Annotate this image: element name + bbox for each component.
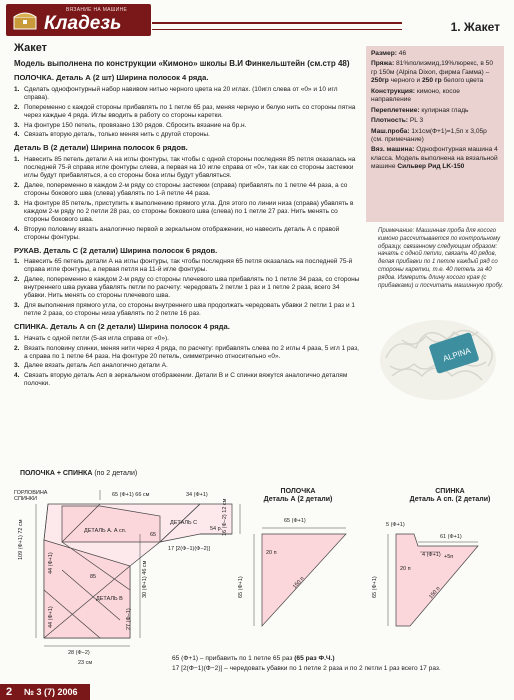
label-mid-side: 65 (Ф+1)	[238, 576, 244, 598]
step-number: 1.	[14, 334, 20, 342]
spec-density: Плотность: PL 3	[371, 117, 424, 125]
step-list	[14, 258, 362, 318]
label-detail-b: ДЕТАЛЬ В	[96, 596, 123, 602]
legend-line-2: 17 [2(Ф−1)(Ф−2)] – чередовать убавки по 1 петле 2 раза и по 2 петли 1 раз всего 17 раз.	[172, 664, 441, 672]
label-17: 17 [2(Ф−1)(Ф−2)]	[168, 546, 210, 552]
label-bot2: 23 см	[78, 660, 93, 666]
label-detail-c: ДЕТАЛЬ С	[170, 520, 198, 526]
step-item	[14, 156, 362, 180]
label-side1: 109 (Ф+1) 72 см	[18, 519, 24, 560]
step-number: 1.	[14, 258, 20, 266]
step-number: 3.	[14, 121, 20, 129]
step-number: 4.	[14, 372, 20, 380]
header-rule	[152, 22, 402, 30]
label-top1: 65 (Ф+1) 66 см	[112, 492, 150, 498]
section-heading: РУКАВ. Деталь С (2 детали) Ширина полосок 6 рядов.	[14, 245, 218, 255]
step-item	[14, 131, 362, 139]
step-item	[14, 372, 362, 388]
step-text: Далее вязать деталь Асп аналогично детали А.	[24, 362, 168, 370]
diagram-legend	[172, 654, 441, 673]
step-text: Вязать половину спинки, меняя нити через 4 ряда, по расчету: прибавлять слева по 2 иглы 4 раза, 5 игл 1 раз, а справа по 1 петле 64 раза. На фонтуре 20 петель, симметрично относительно «0».	[24, 344, 359, 360]
step-item	[14, 226, 362, 242]
step-list	[14, 86, 362, 140]
label-side4: 27 (Ф−1)	[126, 608, 132, 630]
spec-construction: Конструкция: кимоно, косое направление	[371, 87, 460, 104]
label-detail-a: ДЕТАЛЬ А. А сп.	[84, 528, 127, 534]
step-item	[14, 86, 362, 102]
step-number: 1.	[14, 155, 20, 163]
label-85: 85	[90, 574, 97, 580]
step-item	[14, 182, 362, 198]
step-text: Связать вторую деталь Асп в зеркальном отображении. Детали В и С спинки вяжутся аналогично деталям полочки.	[24, 372, 348, 388]
label-mid-top: 65 (Ф+1)	[284, 518, 306, 524]
step-number: 3.	[14, 302, 20, 310]
label-r61: 61 (Ф+1)	[440, 534, 462, 540]
step-number: 1.	[14, 85, 20, 93]
pattern-diagrams	[0, 470, 514, 680]
legend-line-1: 65 (Ф+1) – прибавить по 1 петле 65 раз (65 раз Ф.Ч.)	[172, 655, 335, 662]
step-item	[14, 122, 362, 130]
label-gorlovina: ГОРЛОВИНА СПИНКИ	[14, 490, 48, 502]
magazine-logo	[6, 4, 151, 36]
label-r5n: +5п	[444, 554, 454, 560]
step-number: 2.	[14, 344, 20, 352]
step-text: Навесить 65 петель детали А на иглы фонтуры, так чтобы последняя 65 петля оказалась на последней 75-й справа игле фонтуры, а первая петля на 11-й игле фонтуры.	[24, 258, 353, 274]
step-number: 4.	[14, 131, 20, 139]
step-number: 4.	[14, 225, 20, 233]
step-item	[14, 200, 362, 224]
section-heading: Деталь В (2 детали) Ширина полосок 6 рядов.	[14, 143, 188, 153]
svg-text:ALPINA: ALPINA	[441, 346, 472, 364]
step-item	[14, 362, 362, 370]
label-r20: 20 п	[400, 566, 411, 572]
step-text: На фонтуре 85 петель, приступить к выполнению прямого угла. Для этого по линии низа (справа) убавлять в каждом 2-м ряду по 2 петли 28 раз, со стороны бокового шва (слева) по 1 петле 27 раз. Нить менять со стороны бокового шва.	[24, 199, 354, 223]
step-text: Вторую половину вязать аналогично первой в зеркальном отображении, но навесить деталь А с правой стороны фонтуры.	[24, 225, 340, 241]
instructions-column	[14, 42, 362, 390]
logo-text: Кладезь	[44, 13, 122, 34]
step-text: Начать с одной петли (5-ая игла справа от «0»).	[24, 334, 169, 342]
label-r150: 150 п	[428, 585, 442, 601]
section-heading: СПИНКА. Деталь А сп (2 детали) Ширина полосок 4 ряда.	[14, 322, 230, 332]
step-text: Для выполнения прямого угла, со стороны внутреннего шва продолжать чередовать убавки 2 петли 1 раз и 1 петле 2 раза, со стороны низа убавлять по 2 петле 16 раз.	[24, 302, 355, 318]
step-number: 2.	[14, 276, 20, 284]
step-text: Далее, попеременно в каждом 2-м ряду со стороны застежки (справа) прибавлять по 1 петле 44 раза, а со стороны бокового шва (слева) убавлять по 1-й петле 44 раза.	[24, 181, 348, 197]
label-side2: 44 (Ф+1)	[48, 552, 54, 574]
footer-bar	[0, 684, 90, 700]
issue-number: № 3 (7) 2006	[24, 687, 78, 697]
step-text: Сделать однофонтурный набор навивом нитью черного цвета на 20 иглах. (10игл слева от «0» и 10 игл справа).	[24, 85, 338, 101]
page-number: 2	[6, 686, 13, 698]
step-item	[14, 302, 362, 318]
step-item	[14, 345, 362, 361]
label-side5: 30 (Ф+1) 46 см	[142, 560, 148, 598]
step-text: Попеременно с каждой стороны прибавлять по 1 петле 65 раз, меняя черную и белую нить со стороны пятна через каждые 4 ряда. Иглы вводить в работу со стороны каретки.	[24, 103, 356, 119]
diagram-right-title: СПИНКА Деталь А сп. (2 детали)	[409, 488, 491, 504]
specs-box	[366, 46, 504, 222]
step-number: 2.	[14, 181, 20, 189]
step-item	[14, 258, 362, 274]
article-subtitle: Модель выполнена по конструкции «Кимоно» школы В.И Финкельштейн (см.стр 48)	[14, 58, 350, 68]
spec-size: Размер: 46	[371, 50, 407, 57]
step-text: Навесить 85 петель детали А на иглы фонтуры, так чтобы с одной стороны последняя 85 петля оказалась на последней 75-й справа игле фонтуры слева, а первая на 10 игле справа от «0», так как со стороны застежки иглы будут прибавляться, а со стороны бока иглы будут убавляться.	[24, 155, 356, 180]
label-bot1: 28 (Ф−2)	[68, 650, 90, 656]
label-r4: 4 (Ф+1)	[422, 552, 441, 558]
diagram-lines	[0, 470, 514, 680]
label-54r: 54 р.	[210, 526, 223, 532]
page-header	[0, 0, 514, 40]
label-mid-150: 150 п	[292, 575, 306, 591]
yarn-ball-image	[372, 300, 508, 408]
label-r5: 5 (Ф+1)	[386, 522, 405, 528]
logo-subtitle: ВЯЗАНИЕ НА МАШИНЕ	[66, 7, 128, 13]
label-side3: 44 (Ф+1)	[48, 606, 54, 628]
label-top2: 34 (Ф+1)	[186, 492, 208, 498]
step-number: 3.	[14, 199, 20, 207]
label-65: 65	[150, 532, 157, 538]
step-text: На фонтуре 150 петель, провязано 130 рядов. Сбросить вязание на бр.н.	[24, 121, 247, 129]
step-number: 2.	[14, 103, 20, 111]
label-mid-20: 20 п	[266, 550, 277, 556]
step-item	[14, 335, 362, 343]
step-item	[14, 276, 362, 300]
label-r-side: 65 (Ф+1)	[372, 576, 378, 598]
note-text: Примечание: Машинная проба для косого кимоно рассчитывается по контрольному образцу, связанному следующим образом: начать с одной петли, связать 40 рядов, делая прибавки по 1 петле каждый ряд со стороны каретки, т.е. 40 петель за 40 рядов. Измерить длину косого края (с прибавками) и посчитать машинную пробу.	[378, 228, 504, 289]
spec-weave: Переплетение: кулирная гладь	[371, 106, 469, 114]
diagram-left-title: ПОЛОЧКА + СПИНКА (по 2 детали)	[20, 470, 138, 477]
spec-sample: Маш.проба: 1х1см(Ф+1)=1,5п х 3,05р (см. примечание)	[371, 127, 487, 143]
step-item	[14, 104, 362, 120]
step-text: Далее, попеременно в каждом 2-м ряду со стороны плечевого шва прибавлять по 1 петле 34 раза, со стороны внутреннего шва рукава убавлять петли по расчету: чередовать 2 петли 1 раз и 1 петле 2 раза, всего 34 убавки. Нить менять со стороны плечевого шва.	[24, 276, 360, 300]
treasure-chest-icon	[12, 9, 38, 31]
spec-yarn: Пряжа: 81%полиэмид,19%люрекс, в 50 гр 150м (Alpina Dixon, фирма Гамма) – 250гр черного и 250 гр белого цвета	[371, 60, 493, 85]
article-title: Жакет	[14, 42, 48, 54]
step-text: Связать вторую деталь, только меняя нить с другой стороны.	[24, 131, 210, 139]
page-footer	[0, 680, 514, 700]
label-side6: 16 (Ф−2) 12 см	[222, 498, 228, 536]
step-number: 3.	[14, 362, 20, 370]
step-list	[14, 156, 362, 242]
spec-machine: Вяз. машина: Однофонтурная машина 4 класса. Модель выполнена на вязальной машине Сильвер Рид LK-150	[371, 146, 498, 171]
diagram-mid-title: ПОЛОЧКА Деталь А (2 детали)	[263, 488, 333, 504]
section-title: 1. Жакет	[450, 20, 500, 34]
step-list	[14, 335, 362, 389]
section-heading: ПОЛОЧКА. Деталь А (2 шт) Ширина полосок 4 ряда.	[14, 73, 209, 83]
instruction-sections	[14, 73, 362, 388]
